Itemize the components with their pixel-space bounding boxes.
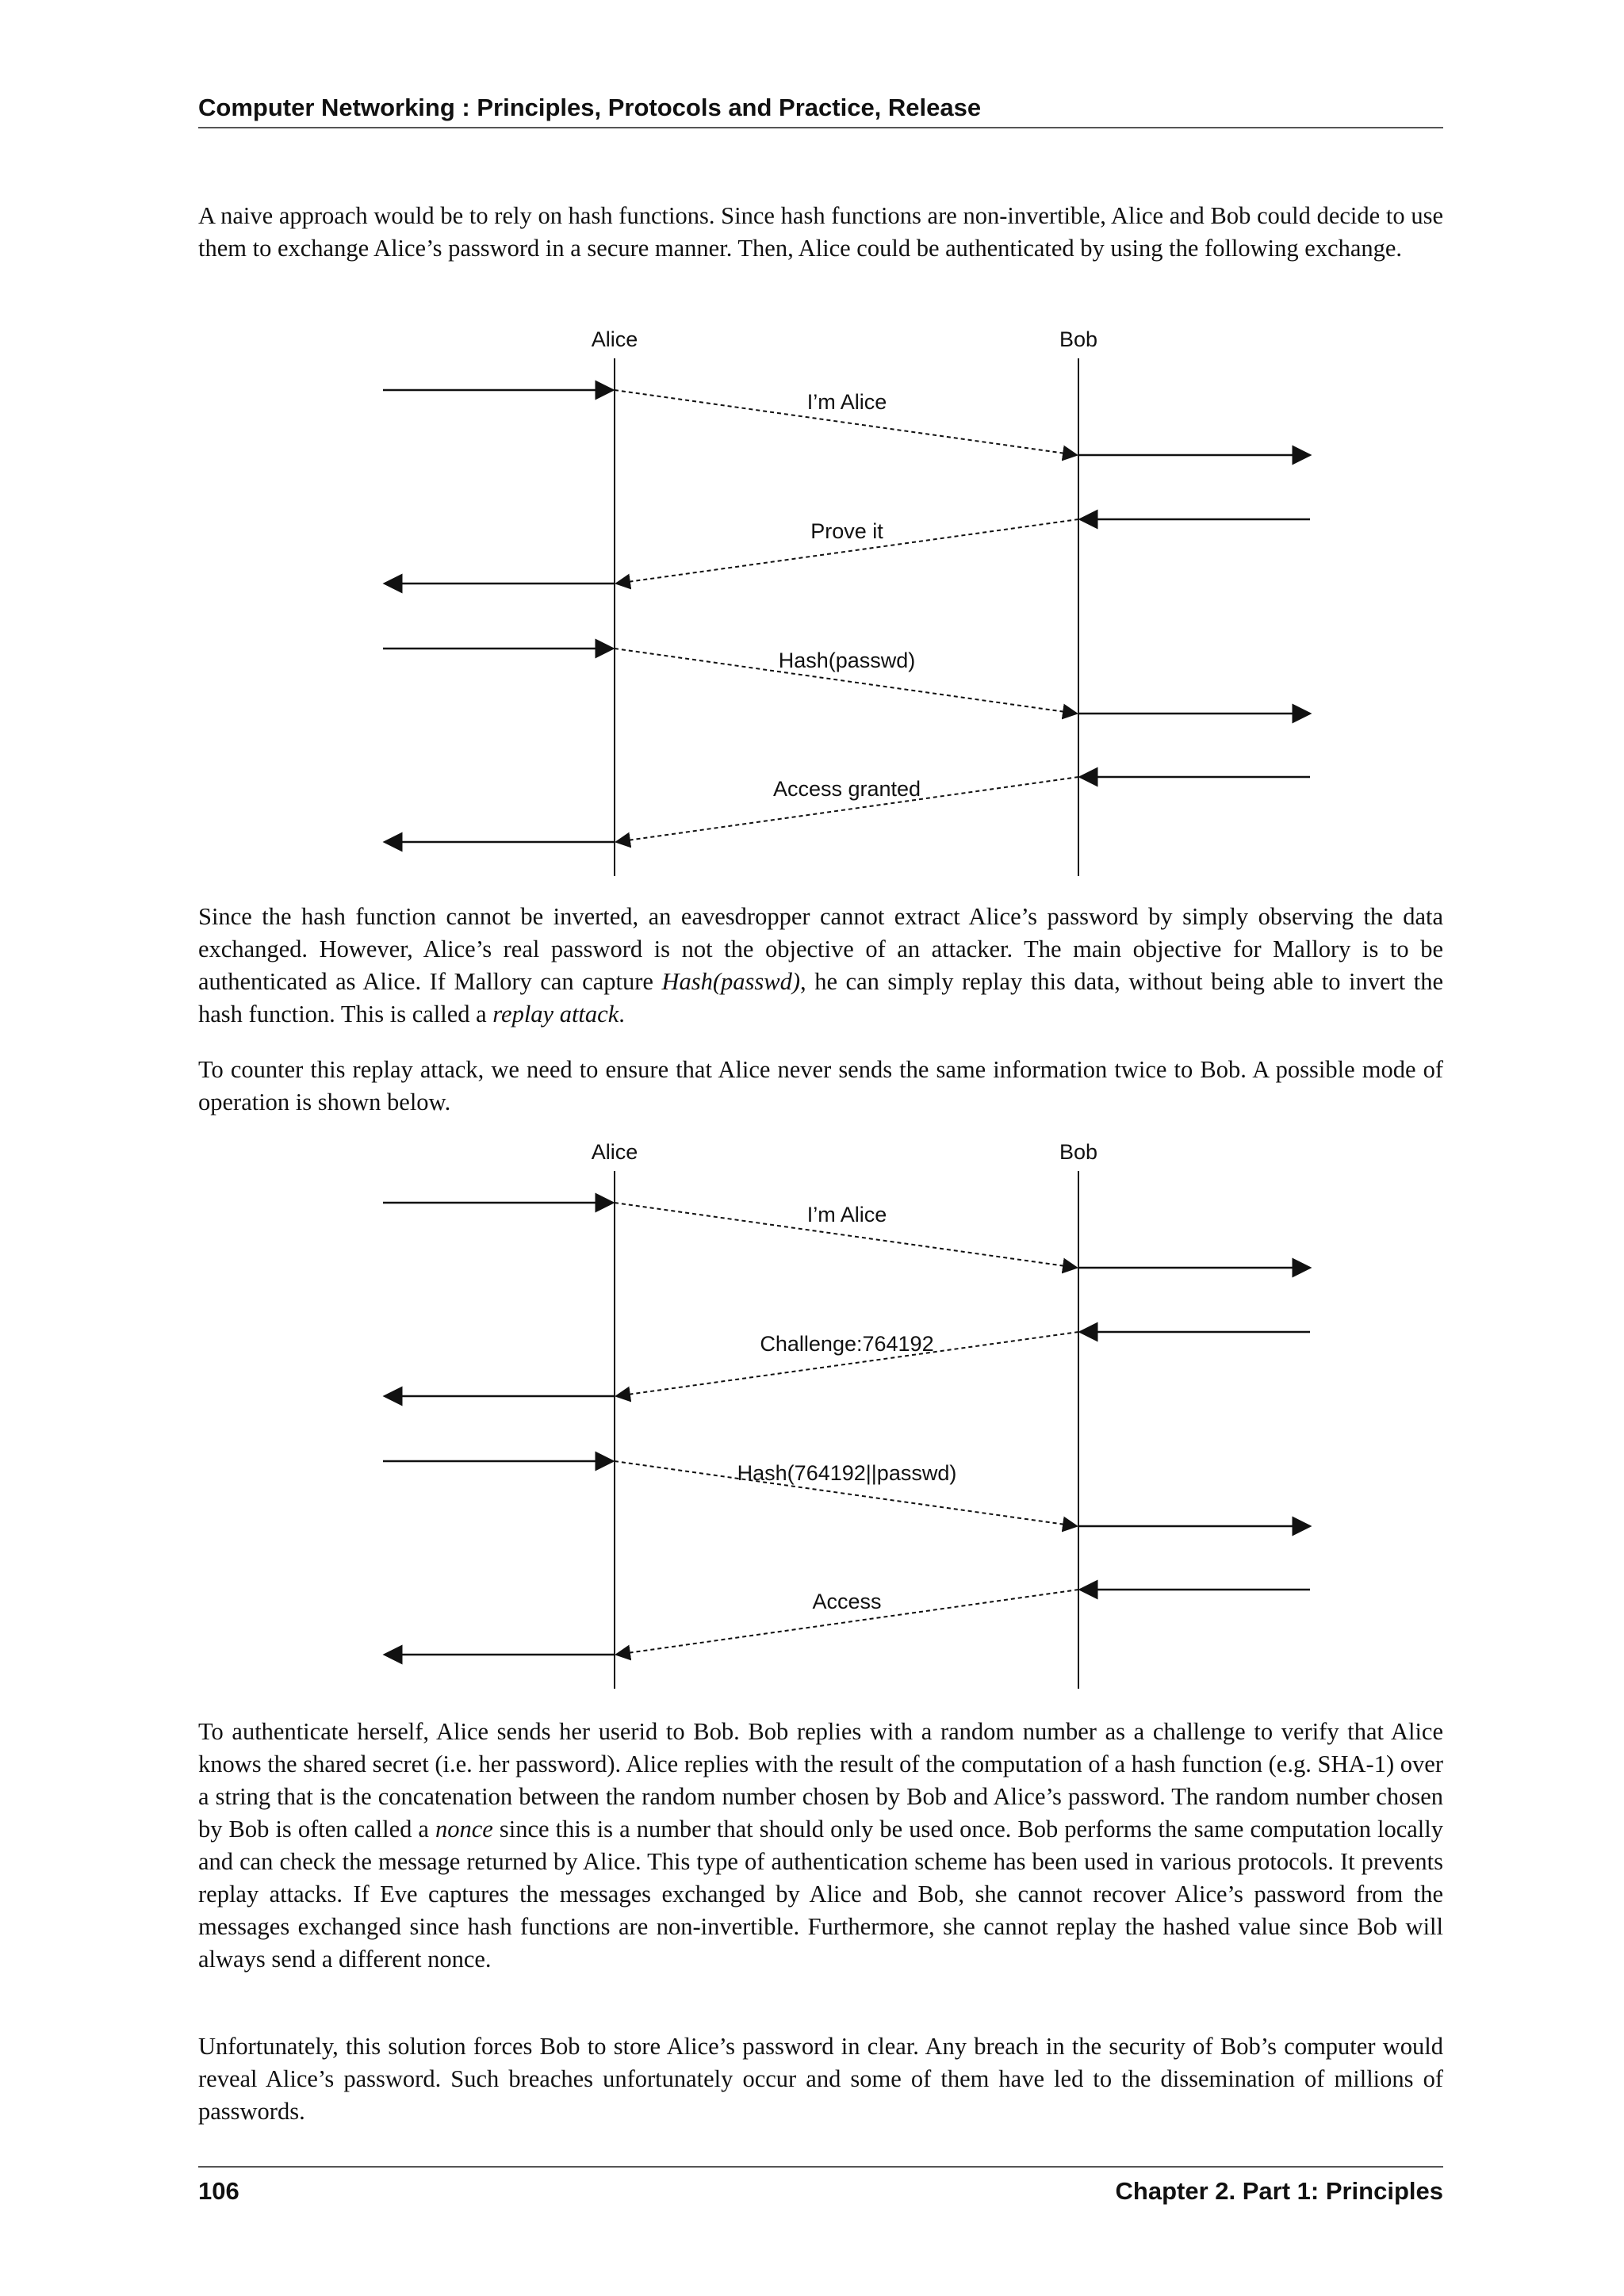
chapter-title: Chapter 2. Part 1: Principles [1115,2177,1443,2205]
running-header [198,92,1443,128]
paragraph-replay-attack: Since the hash function cannot be inverted, an eavesdropper cannot extract Alice’s password by simply observing the data exchanged. However, Alice’s real password is not the objective of an attacker. The main objective for Mallory is to be authenticated as Alice. If Mallory can capture Hash(passwd), he can simply replay this data, without being able to invert the hash function. This is called a replay attack. [198,903,1444,1027]
bob-label: Bob [1059,1140,1098,1164]
paragraph-intro: A naive approach would be to rely on hash functions. Since hash functions are non-invertible, Alice and Bob could decide to use them to exchange Alice’s password in a secure manner. Then, Alice could be authenticated by using the following exchange. [198,202,1443,262]
alice-label: Alice [591,327,638,351]
message-label: Prove it [810,519,883,543]
bob-label: Bob [1059,327,1098,351]
message-label: Access granted [772,777,921,801]
page-footer [198,2166,1443,2206]
paragraph-counter: To counter this replay attack, we need to ensure that Alice never sends the same information twice to Bob. A possible mode of operation is shown below. [198,1056,1443,1115]
sequence-diagram-1 [0,317,1624,888]
message-label: I’m Alice [806,390,887,414]
message-label: I’m Alice [806,1203,887,1226]
message-label: Access [812,1590,882,1613]
page-number: 106 [198,2177,239,2205]
paragraph-password-storage: Unfortunately, this solution forces Bob to store Alice’s password in clear. Any breach in the security of Bob’s computer would reveal Alice’s password. Such breaches unfortunately occur and some of them have led to the dissemination of millions of passwords. [198,2033,1443,2125]
message-label: Hash(764192||passwd) [737,1461,957,1485]
paragraph-challenge-response: To authenticate herself, Alice sends her userid to Bob. Bob replies with a random number as a challenge to verify that Alice knows the shared secret (i.e. her password). Alice replies with the result of the computation of a hash function (e.g. SHA-1) over a string that is the concatenation between the random number chosen by Bob and Alice’s password. The random number chosen by Bob is often called a nonce since this is a number that should only be used once. Bob performs the same computation locally and can check the message returned by Alice. This type of authentication scheme has been used in various protocols. It prevents replay attacks. If Eve captures the messages exchanged by Alice and Bob, she cannot recover Alice’s password from the messages exchanged since hash functions are non-invertible. Furthermore, she cannot replay the hashed value since Bob will always send a different nonce. [198,1718,1443,1973]
message-label: Challenge:764192 [760,1332,934,1356]
book-title: Computer Networking : Principles, Protocols and Practice, Release [198,94,982,121]
alice-label: Alice [591,1140,638,1164]
sequence-diagram-2 [0,1130,1624,1701]
message-label: Hash(passwd) [778,649,916,672]
